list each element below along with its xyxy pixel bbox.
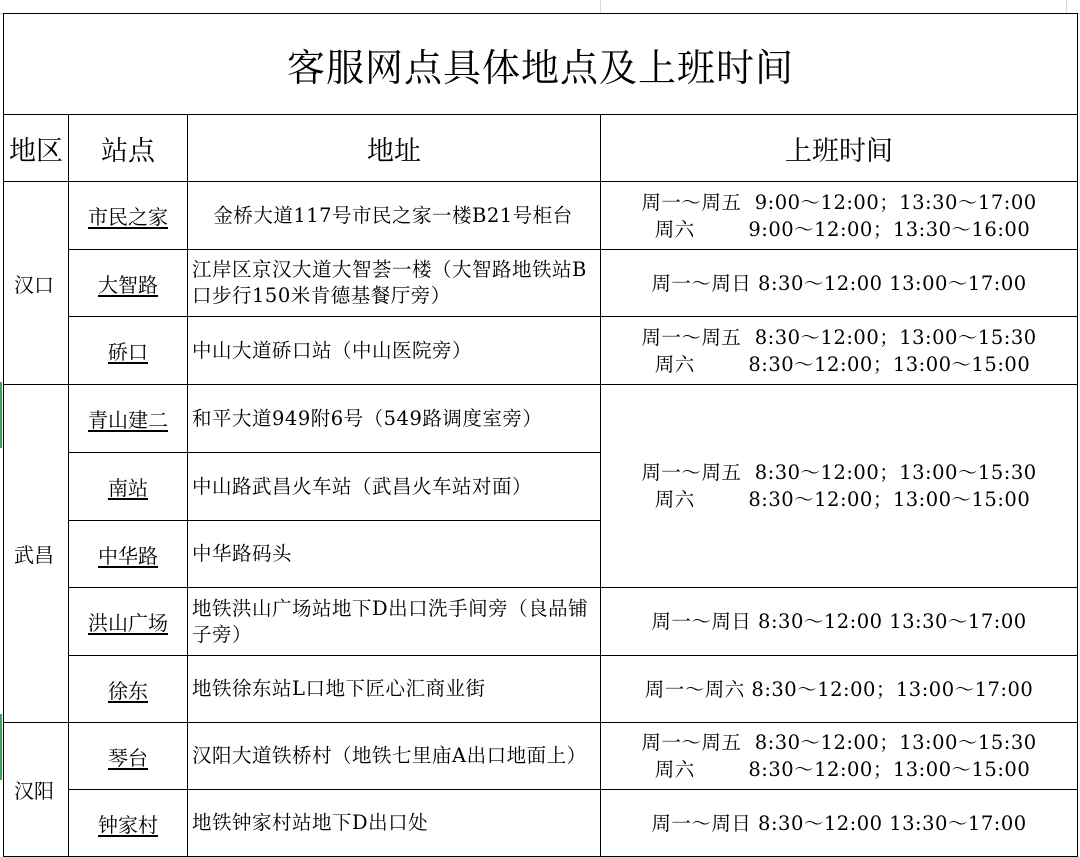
hours-cell <box>601 182 1078 250</box>
hours-cell <box>601 656 1078 723</box>
sheet-gridline <box>600 0 601 14</box>
hours-line: 周一～周五 8:30～12:00；13:00～15:30 <box>641 325 1037 349</box>
station-cell <box>69 588 188 656</box>
hours-cell <box>601 250 1078 317</box>
station-link[interactable]: 南站 <box>108 476 148 500</box>
address-cell: 江岸区京汉大道大智荟一楼（大智路地铁站B口步行150米肯德基餐厅旁） <box>188 250 601 317</box>
station-cell <box>69 723 188 790</box>
region-hankou: 汉口 <box>4 182 69 385</box>
header-hours: 上班时间 <box>601 115 1078 182</box>
station-cell <box>69 656 188 723</box>
table-row <box>4 317 1078 385</box>
hours-line: 周一～周日 8:30～12:00 13:00～17:00 <box>651 271 1027 295</box>
station-link[interactable]: 徐东 <box>108 678 148 703</box>
row-selection-marker <box>0 714 2 780</box>
hours-line: 周一～周五 8:30～12:00；13:00～15:30 <box>641 461 1037 484</box>
address-cell: 地铁洪山广场站地下D出口洗手间旁（良品铺子旁） <box>188 588 601 656</box>
table-row <box>4 656 1078 723</box>
address-cell: 汉阳大道铁桥村（地铁七里庙A出口地面上） <box>188 723 601 790</box>
station-cell <box>69 317 188 385</box>
station-cell <box>69 385 188 453</box>
hours-line: 周一～周五 9:00～12:00；13:30～17:00 <box>641 190 1037 214</box>
address-cell: 中山大道硚口站（中山医院旁） <box>188 317 601 385</box>
station-link[interactable]: 大智路 <box>98 272 158 297</box>
region-hanyang: 汉阳 <box>4 723 69 857</box>
station-cell <box>69 521 188 588</box>
hours-line: 周六 8:30～12:00；13:00～15:00 <box>641 352 1031 376</box>
hours-line: 周一～周六 8:30～12:00；13:00～17:00 <box>644 677 1034 701</box>
table-row <box>4 182 1078 250</box>
address-cell: 中山路武昌火车站（武昌火车站对面） <box>188 453 601 521</box>
region-wuchang: 武昌 <box>4 385 69 723</box>
address-cell: 金桥大道117号市民之家一楼B21号柜台 <box>188 182 601 250</box>
address-cell: 中华路码头 <box>188 521 601 588</box>
station-link[interactable]: 中华路 <box>98 543 158 568</box>
hours-cell-shared <box>601 385 1078 588</box>
hours-line: 周六 9:00～12:00；13:30～16:00 <box>641 217 1031 241</box>
hours-line: 周六 8:30～12:00；13:00～15:00 <box>641 488 1031 511</box>
station-cell <box>69 182 188 250</box>
service-outlet-table <box>3 13 1078 857</box>
header-region: 地区 <box>4 115 69 182</box>
sheet-gridline <box>1066 0 1067 14</box>
hours-cell <box>601 588 1078 656</box>
station-cell <box>69 250 188 317</box>
table-row <box>4 588 1078 656</box>
header-station: 站点 <box>69 115 188 182</box>
hours-line: 周一～周日 8:30～12:00 13:30～17:00 <box>651 811 1027 835</box>
station-link[interactable]: 硚口 <box>108 340 148 364</box>
address-cell: 地铁徐东站L口地下匠心汇商业街 <box>188 656 601 723</box>
table-title: 客服网点具体地点及上班时间 <box>4 14 1078 115</box>
table-row <box>4 250 1078 317</box>
station-cell <box>69 453 188 521</box>
station-link[interactable]: 钟家村 <box>98 812 158 837</box>
station-link[interactable]: 琴台 <box>108 745 148 770</box>
hours-line: 周一～周五 8:30～12:00；13:00～15:30 <box>641 731 1037 754</box>
table-row <box>4 790 1078 857</box>
hours-cell <box>601 790 1078 857</box>
hours-line: 周六 8:30～12:00；13:00～15:00 <box>641 758 1031 781</box>
address-cell: 和平大道949附6号（549路调度室旁） <box>188 385 601 453</box>
header-address: 地址 <box>188 115 601 182</box>
row-selection-marker <box>0 382 2 448</box>
station-cell <box>69 790 188 857</box>
table-row <box>4 385 1078 453</box>
address-cell: 地铁钟家村站地下D出口处 <box>188 790 601 857</box>
table-row <box>4 723 1078 790</box>
hours-line: 周一～周日 8:30～12:00 13:30～17:00 <box>651 610 1027 633</box>
station-link[interactable]: 洪山广场 <box>88 611 168 635</box>
hours-cell <box>601 723 1078 790</box>
station-link[interactable]: 市民之家 <box>88 205 168 229</box>
station-link[interactable]: 青山建二 <box>88 408 168 432</box>
hours-cell <box>601 317 1078 385</box>
